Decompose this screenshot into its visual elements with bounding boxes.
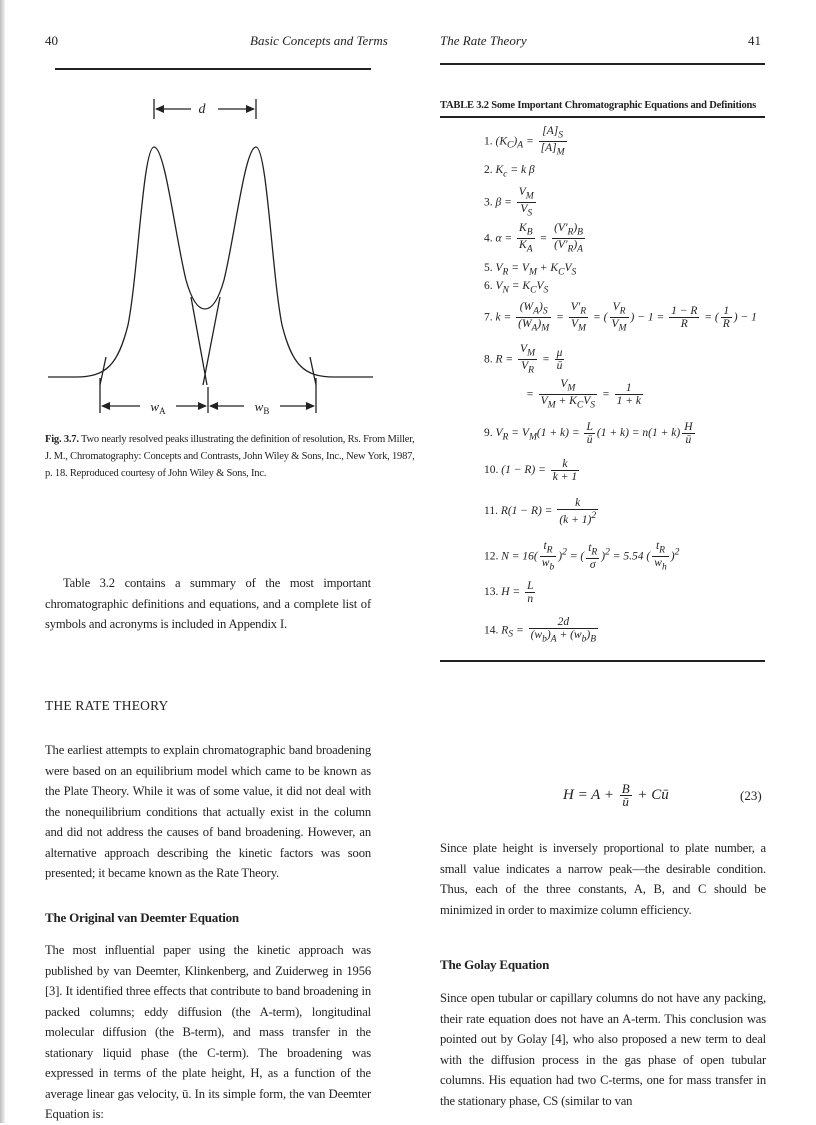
intro-paragraph: Table 3.2 contains a summary of the most important chromatographic definitions and equations, and a complete list of symbols and acronyms is included in Appendix I. [45,576,371,631]
table-equation-13: 13. H = $\frac{L}{n}$ [484,580,534,605]
caption-line-3: p. 18. Reproduced courtesy of John Wiley & Sons, Inc. [45,468,267,479]
table-equation-7: 7. k = $\frac{(W_A)_S}{(W_A)_M}$ = $\frac{V'_R}{V_M}$ = ( $\frac{V_R}{V_M}$ ) − 1 = $\frac{1 - R}{R}$ = ( $\frac{1}{R}$ ) − 1 [484,301,757,334]
tangent-a-left [100,357,106,385]
table-top-rule [440,116,765,118]
table-equation-6: 6. $V_N = K_CV_S$ [484,280,549,296]
table-equation-2: 2. $K_c = k$ β [484,164,535,180]
rate-theory-heading: THE RATE THEORY [45,698,169,713]
d-label: d [198,102,206,117]
book-spine-shadow [0,0,5,1123]
table-equation-11: 11. R(1 − R) = $\frac{k}{(k + 1)^2}$ [484,497,597,526]
right-header-rule [440,63,765,65]
left-running-title: Basic Concepts and Terms [250,33,388,48]
table-equation-4: 4. α = $\frac{K_B}{K_A}$ = $\frac{(V'_R)_B}{(V'_R)_A}$ [484,222,584,255]
plate-height-paragraph: Since plate height is inversely proportional to plate number, a small value indicates a narrow peak—the desirable condition. Thus, each of the three constants, A, B, and C should be minimized in order to maximize column efficiency. [440,841,766,917]
table-equation-5: 5. $V_R = V_M + K_CV_S$ [484,262,577,278]
table-equation-14: 14. $R_S$ = $\frac{2d}{(w_b)_A + (w_b)_B}$ [484,616,597,645]
resolution-peaks-figure [48,95,373,425]
caption-line-1: Two nearly resolved peaks illustrating the definition of resolution, Rs. From Miller, [81,434,415,445]
table-equation-12: 12. N = 16( $\frac{t_R}{w_b}$ )$^2$ = ( $\frac{t_R}{\sigma}$ )$^2$ = 5.54 ( $\frac{t_R}{w_h}$ )$^2$ [484,540,680,573]
van-deemter-paragraph: The most influential paper using the kinetic approach was published by van Deemter, Klinkenberg, and Zuiderweg in 1956 [3]. It identified three effects that contribute to band broadening in packed columns; eddy diffusion (the A-term), longitudinal molecular diffusion (the B-term), and mass transfer in the stationary liquid phase (the C-term). The broadening was expressed in terms of the plate height, H, as a function of the average linear gas velocity, ū. In its simple form, the van Deemter Equation is: [45,943,371,1121]
chromatogram-curve [48,147,373,377]
table-equation-8-cont: = $\frac{V_M}{V_M + K_CV_S}$ = $\frac{1}{1 + k}$ [526,378,641,411]
table-equation-1: 1. $(K_C)_A$ = $\frac{[A]_S}{[A]_M}$ [484,125,565,158]
wb-arrowhead-right [306,402,315,410]
tangent-a-right [191,297,207,385]
table-equation-8: 8. R = $\frac{V_M}{V_R}$ = $\frac{\mu}{ū}$ [484,343,563,376]
rate-theory-paragraph: The earliest attempts to explain chromatographic band broadening were based on an equilibrium model which came to be known as the Plate Theory. While it was of some value, it did not deal with the nonequilibrium conditions that actually exist in the column and did not address the causes of band broadening. However, an alternative approach describing the kinetic factors was soon presented; it became known as the Rate Theory. [45,743,371,880]
golay-paragraph: Since open tubular or capillary columns do not have any packing, their rate equation does not have an A-term. This conclusion was pointed out by Golay [4], who also proposed a new term to deal with the diffusion process in the gas phase of open tubular columns. His equation had two C-terms, one for mass transfer in the stationary phase, CS (similar to van [440,991,766,1108]
wb-arrowhead-left [209,402,218,410]
van-deemter-heading: The Original van Deemter Equation [45,910,239,925]
wa-arrowhead-left [101,402,110,410]
d-arrowhead-left [155,105,164,113]
golay-heading: The Golay Equation [440,957,550,972]
table-equation-10: 10. (1 − R) = $\frac{k}{k + 1}$ [484,458,578,483]
left-page-number: 40 [45,33,58,48]
right-page-number: 41 [748,33,761,48]
table-bottom-rule [440,660,765,662]
van-deemter-equation: H = A + $\frac{B}{ū}$ + Cū [563,781,669,809]
wa-arrowhead-right [198,402,207,410]
caption-line-2: J. M., Chromatography: Concepts and Contrasts, John Wiley & Sons, Inc., New York, 1987, [45,451,415,462]
figure-caption [45,431,415,482]
tangent-b-right [310,357,316,385]
table-equation-3: 3. β = $\frac{V_M}{V_S}$ [484,186,534,219]
d-arrowhead-right [246,105,255,113]
caption-label: Fig. 3.7. [45,434,79,445]
table-equation-9: 9. $V_R = V_M(1 + k)$ = $\frac{L}{ū}$ (1 + k) = n(1 + k) $\frac{H}{ū}$ [484,421,693,446]
right-running-title: The Rate Theory [440,33,527,48]
left-header-rule [55,68,371,70]
tangent-b-left [203,297,220,385]
table-title: TABLE 3.2 Some Important Chromatographic Equations and Definitions [440,100,757,111]
wb-label: $w_B$ [254,399,270,416]
wa-label: $w_A$ [150,399,166,416]
equation-number: (23) [740,788,762,803]
